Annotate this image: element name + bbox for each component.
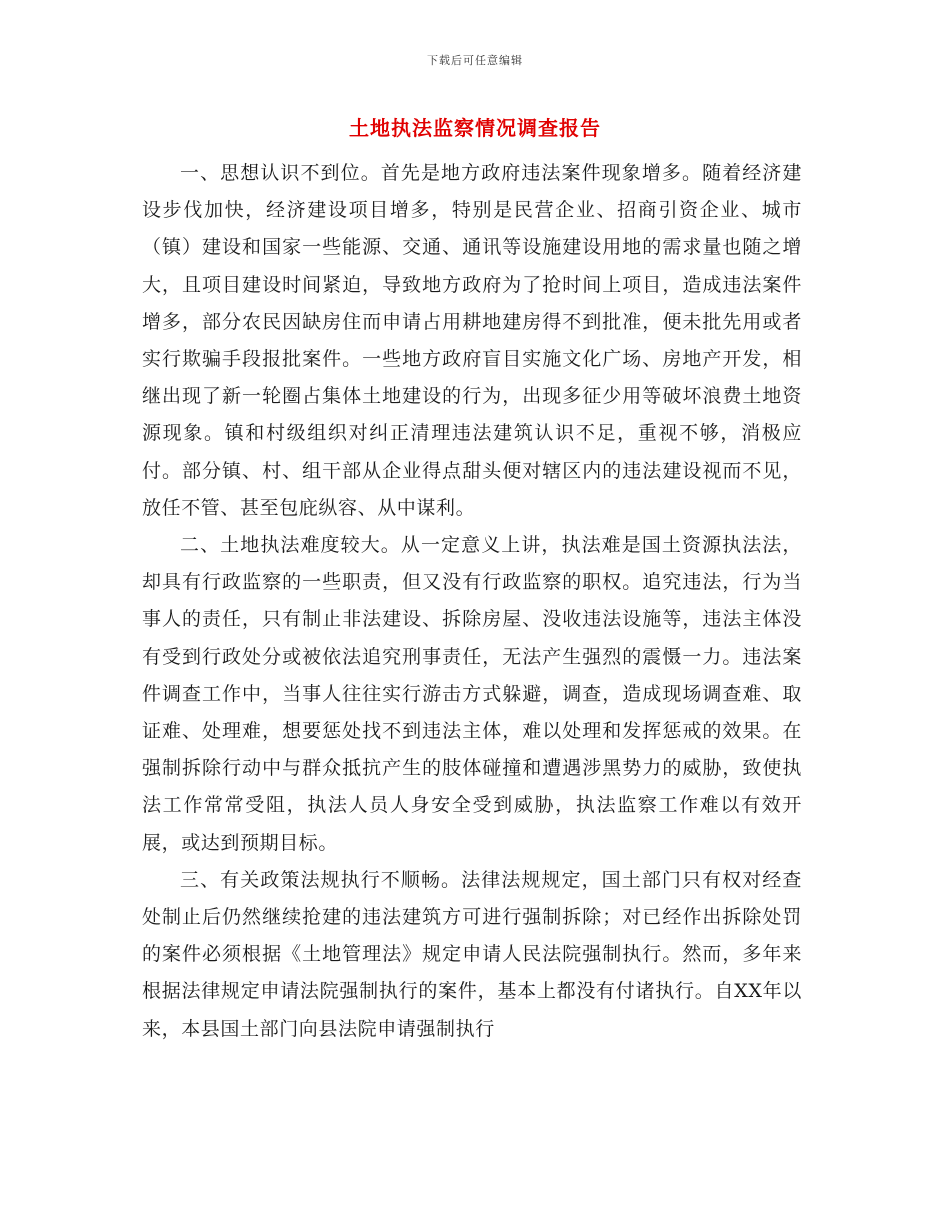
paragraph-3: 三、有关政策法规执行不顺畅。法律法规规定，国土部门只有权对经查处制止后仍然继续抢建的违法建筑方可进行强制拆除；对已经作出拆除处罚的案件必须根据《土地管理法》规定申请人民法院强制执行。然而，多年来根据法律规定申请法院强制执行的案件，基本上都没有付诸执行。自XX年以来，本县国土部门向县法院申请强制执行: [142, 868, 802, 1040]
header-note: 下载后可任意编辑: [427, 54, 523, 67]
paragraph-1: 一、思想认识不到位。首先是地方政府违法案件现象增多。随着经济建设步伐加快，经济建设项目增多，特别是民营企业、招商引资企业、城市（镇）建设和国家一些能源、交通、通讯等设施建设用地的需求量也随之增大，且项目建设时间紧迫，导致地方政府为了抢时间上项目，造成违法案件增多，部分农民因缺房住而申请占用耕地建房得不到批准，便未批先用或者实行欺骗手段报批案件。一些地方政府盲目实施文化广场、房地产开发，相继出现了新一轮圈占集体土地建设的行为，出现多征少用等破坏浪费土地资源现象。镇和村级组织对纠正清理违法建筑认识不足，重视不够，消极应付。部分镇、村、组干部从企业得点甜头便对辖区内的违法建设视而不见，放任不管、甚至包庇纵容、从中谋利。: [142, 162, 802, 519]
paragraph-2: 二、土地执法难度较大。从一定意义上讲，执法难是国土资源执法法，却具有行政监察的一些职责，但又没有行政监察的职权。追究违法，行为当事人的责任，只有制止非法建设、拆除房屋、没收违法设施等，违法主体没有受到行政处分或被依法追究刑事责任，无法产生强烈的震慑一力。违法案件调查工作中，当事人往往实行游击方式躲避，调查，造成现场调查难、取证难、处理难，想要惩处找不到违法主体，难以处理和发挥惩戒的效果。在强制拆除行动中与群众抵抗产生的肢体碰撞和遭遇涉黑势力的威胁，致使执法工作常常受阻，执法人员人身安全受到威胁，执法监察工作难以有效开展，或达到预期目标。: [142, 534, 802, 854]
document-title: 土地执法监察情况调查报告: [349, 116, 601, 140]
document-body: [142, 155, 802, 1048]
